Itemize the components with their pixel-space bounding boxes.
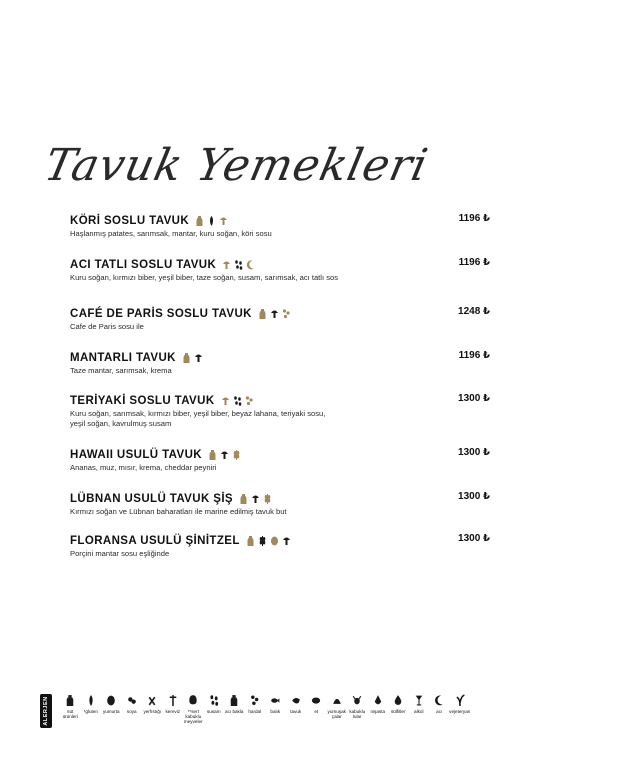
gluten-icon bbox=[86, 694, 96, 706]
item-price: 1196 ₺ bbox=[458, 213, 490, 224]
mushroom-icon bbox=[270, 308, 279, 319]
allergen-icons bbox=[208, 449, 241, 460]
item-name: CAFÉ DE PARİS SOSLU TAVUK bbox=[70, 307, 252, 320]
legend-item bbox=[286, 694, 307, 725]
mushroom-icon bbox=[251, 493, 260, 504]
milk-bottle-icon bbox=[195, 215, 204, 226]
allergen-icons bbox=[222, 259, 255, 270]
milk-bottle-icon bbox=[258, 308, 267, 319]
legend-item bbox=[347, 694, 368, 725]
item-price: 1196 ₺ bbox=[458, 350, 490, 361]
legend-label: kereviz bbox=[165, 709, 181, 714]
mushroom-icon bbox=[194, 352, 203, 363]
item-price: 1300 ₺ bbox=[458, 491, 490, 502]
legend-item bbox=[409, 694, 430, 725]
legend-label: hardal bbox=[248, 709, 262, 714]
item-price: 1300 ₺ bbox=[458, 447, 490, 458]
shell-icon bbox=[332, 694, 342, 706]
item-description: Taze mantar, sarımsak, krema bbox=[70, 366, 172, 375]
legend-item bbox=[204, 694, 225, 725]
legend-item bbox=[265, 694, 286, 725]
egg-icon bbox=[270, 535, 279, 546]
item-name: FLORANSA USULÜ ŞİNİTZEL bbox=[70, 534, 240, 547]
allergen-icons bbox=[195, 215, 228, 226]
menu-item bbox=[70, 257, 490, 283]
milk-bottle-icon bbox=[182, 352, 191, 363]
legend-item bbox=[429, 694, 450, 725]
allergen-icons bbox=[258, 308, 291, 319]
nut-icon bbox=[188, 694, 198, 706]
legend-label: yumurta bbox=[102, 709, 120, 714]
mustard-icon bbox=[245, 395, 254, 406]
legend-label: yerfıstığı bbox=[143, 709, 162, 714]
allergen-icons bbox=[221, 395, 254, 406]
item-description: Ananas, muz, mısır, krema, cheddar peyniri bbox=[70, 463, 217, 472]
item-description: Kuru soğan, sarımsak, kırmızı biber, yeşil biber, beyaz lahana, teriyaki sosu, yeşil soğan, kavrulmuş susam bbox=[70, 409, 326, 428]
gluten-icon bbox=[207, 215, 216, 226]
menu-item bbox=[70, 213, 490, 239]
mushroom-icon bbox=[220, 449, 229, 460]
legend-item bbox=[368, 694, 389, 725]
milk-bottle-icon bbox=[246, 535, 255, 546]
legend-item bbox=[81, 694, 102, 725]
menu-item bbox=[70, 533, 490, 559]
legend-item bbox=[101, 694, 122, 725]
legend-items bbox=[60, 694, 470, 725]
egg-icon bbox=[106, 694, 116, 706]
legend-label: alkol bbox=[414, 709, 424, 714]
menu-item bbox=[70, 350, 490, 376]
sulfite-icon bbox=[393, 694, 403, 706]
milk-bottle-icon bbox=[65, 694, 75, 706]
milk-bottle-icon bbox=[208, 449, 217, 460]
legend-label: yumuşak çalar bbox=[327, 709, 346, 720]
mushroom-icon bbox=[282, 535, 291, 546]
item-description: Haşlanmış patates, sarımsak, mantar, kuru soğan, köri sosu bbox=[70, 229, 272, 238]
allergen-icons bbox=[246, 535, 291, 546]
legend-item bbox=[327, 694, 348, 725]
legend-item bbox=[450, 694, 471, 725]
mushroom-icon bbox=[221, 395, 230, 406]
allergen-tag bbox=[40, 694, 52, 728]
item-description: Porçini mantar sosu eşliğinde bbox=[70, 549, 170, 558]
legend-item bbox=[142, 694, 163, 725]
chicken-icon bbox=[291, 694, 301, 706]
legend-label: kabuklu lular bbox=[349, 709, 366, 720]
lupin-icon bbox=[147, 694, 157, 706]
menu-item bbox=[70, 447, 490, 473]
milk-bottle-icon bbox=[239, 493, 248, 504]
legend-item bbox=[245, 694, 266, 725]
wheat-icon bbox=[232, 449, 241, 460]
crab-icon bbox=[352, 694, 362, 706]
wheat-icon bbox=[263, 493, 272, 504]
sesame-icon bbox=[233, 395, 242, 406]
item-description: Kuru soğan, kırmızı biber, yeşil biber, taze soğan, susam, sarımsak, acı tatlı sos bbox=[70, 273, 339, 282]
legend-item bbox=[183, 694, 204, 725]
celery-icon bbox=[168, 694, 178, 706]
legend-label: süt ürünleri bbox=[62, 709, 78, 720]
chili-icon bbox=[434, 694, 444, 706]
menu-item bbox=[70, 306, 490, 332]
allergen-icons bbox=[239, 493, 272, 504]
item-price: 1300 ₺ bbox=[458, 393, 490, 404]
mushroom-icon bbox=[219, 215, 228, 226]
item-price: 1300 ₺ bbox=[458, 533, 490, 544]
chili-icon bbox=[246, 259, 255, 270]
milk-bottle-icon bbox=[229, 694, 239, 706]
legend-label: balık bbox=[270, 709, 281, 714]
item-name: ACI TATLI SOSLU TAVUK bbox=[70, 258, 217, 271]
allergen-tag-label: ALERJEN bbox=[43, 696, 49, 726]
legend-label: *gluten bbox=[83, 709, 98, 714]
item-price: 1196 ₺ bbox=[458, 257, 490, 268]
legend-item bbox=[122, 694, 143, 725]
menu-item bbox=[70, 491, 490, 517]
legend-item bbox=[163, 694, 184, 725]
legend-item bbox=[224, 694, 245, 725]
soy-icon bbox=[127, 694, 137, 706]
sesame-icon bbox=[209, 694, 219, 706]
page-title: Tavuk Yemekleri bbox=[40, 140, 433, 191]
sesame-icon bbox=[234, 259, 243, 270]
mustard-icon bbox=[282, 308, 291, 319]
item-price: 1248 ₺ bbox=[458, 306, 490, 317]
legend-label: et bbox=[314, 709, 319, 714]
legend-label: acı bakla bbox=[225, 709, 244, 714]
item-name: LÜBNAN USULÜ TAVUK ŞİŞ bbox=[70, 492, 233, 505]
legend-label: acı bbox=[436, 709, 443, 714]
item-name: TERİYAKİ SOSLU TAVUK bbox=[70, 394, 215, 407]
item-name: MANTARLI TAVUK bbox=[70, 351, 176, 364]
legend-label: vejeteryan bbox=[449, 709, 471, 714]
legend-label: nişasta bbox=[370, 709, 386, 714]
legend-label: sülfitler bbox=[390, 709, 406, 714]
legend-label: tavuk bbox=[290, 709, 302, 714]
alcohol-icon bbox=[414, 694, 424, 706]
meat-icon bbox=[311, 694, 321, 706]
legend-label: soya bbox=[126, 709, 137, 714]
fish-icon bbox=[270, 694, 280, 706]
wheat-icon bbox=[258, 535, 267, 546]
allergen-icons bbox=[182, 352, 203, 363]
item-description: Cafe de Paris sosu ile bbox=[70, 322, 144, 331]
legend-item bbox=[388, 694, 409, 725]
allergen-legend bbox=[40, 694, 600, 732]
item-description: Kırmızı soğan ve Lübnan baharatları ile marine edilmiş tavuk but bbox=[70, 507, 287, 516]
legend-item bbox=[306, 694, 327, 725]
vegan-icon bbox=[455, 694, 465, 706]
mushroom-icon bbox=[222, 259, 231, 270]
mustard-icon bbox=[250, 694, 260, 706]
legend-item bbox=[60, 694, 81, 725]
legend-label: susam bbox=[206, 709, 221, 714]
item-name: KÖRİ SOSLU TAVUK bbox=[70, 214, 190, 227]
starch-icon bbox=[373, 694, 383, 706]
menu-item bbox=[70, 393, 490, 429]
legend-label: **sert kabuklu meyveler bbox=[183, 709, 203, 725]
item-name: HAWAII USULÜ TAVUK bbox=[70, 448, 202, 461]
